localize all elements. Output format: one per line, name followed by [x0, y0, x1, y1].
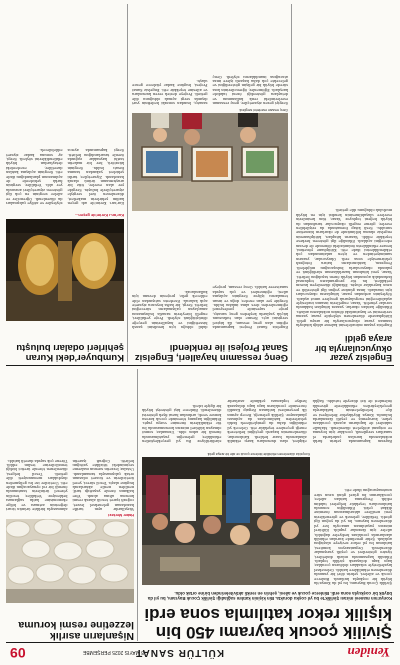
main-photo-caption: Konya'da düzenlenen etkinlikte binlerce çocuk ve aile bir araya geldi. [206, 452, 310, 456]
section-divider [6, 365, 394, 366]
genc-photo-image [132, 113, 288, 211]
kuran-text: Kur'an-ı Kerim'de adı geçen kadim şehirlerin maketleri, düzenlenen özel sergiyle ziyaretçilerle buluştu. Sergide yer alan eserler, titiz bir araştırmanın ürünü olarak hazırlandı. Ziyaretçiler, tarihi şehirleri yakından tanıma fırsatı buldu. Serginin küratörü, her bir maketin tarihi kaynaklar ışığında özenle tasarlandığını belirtti. Sergi kapsamında ayrıca söyleşiler ve atölye çalışmaları da düzenlendi. Öğrenciler ve aileler serginin en çok ilgi gösteren ziyaretçileri arasında yer aldı. Yetkililer, serginin farklı şehirlerde de açılmasının planlandığını ifade etti. Serginin açılışına katılan davetliler, eserlerdeki detaylardan büyük etkilendiklerini söyledi. Sergi, ay sonuna kadar ziyaret edilebilecek. [6, 148, 124, 205]
page-number: 09 [10, 645, 26, 661]
kuran-photo [6, 219, 124, 321]
column-divider-3 [127, 4, 128, 362]
issue-date: 8 MAYIS 2025 PERŞEMBE [82, 649, 144, 655]
genc-photo [132, 113, 288, 211]
tasman-text: Yüzyıllardır aynı tarifle hazırlanan geleneksel lezzet, coğrafi işaret tescili alarak resmi koruma altına alındı. Yöre halkının özenle yaşattığı tarif, nesilden nesile aktarılarak bugüne ulaştı. Tescil süreci, yerel üreticilerin ve ticaret odasının ortak çalışmasıyla tamamlandı. Ustalar, lezzetin sırrının malzeme seçimindeki titizlikte yattığını belirtti. Coğrafi işaretin alınmasıyla birlikte ürünün ticari değerinin artması ve bölge ekonomisine katkı sağlaması bekleniyor. Yetkililer, tescilin yöresel ürünlerin tanıtımında önemli bir rol oynayacağını ifade etti. Üreticiler ise bu gelişmeden duydukları memnuniyeti dile getirdi. Tescil belgesi, düzenlenen törenle üretici birliği temsilcilerine teslim edildi. Törene çok sayıda davetli katıldı. [6, 458, 134, 511]
genc-text: Engelsiz Sanat Projesi kapsamında eğitim alan genç ressam, ilk kişisel sergisini açtı. Resme olan tutkusunu küçük yaşlarda keşfeden genç sanatçı, proje sayesinde profesyonel eğitmenlerden ders alma imkânı buldu. Sergide yer alan eserler, doğa ve insan temalarını işliyor. Serginin açılışına ailesi, eğitmenleri ve çok sayıda sanatsever katıldı. Genç ressam, projeye dahil olduğu için kendisini şanslı hissettiğini ve hayallerinin gerçeğe dönüştüğünü söyledi. Proje yetkilileri, engelli bireylerin sanatla buluşmasını amaçlayan çalışmaların süreceğini belirtti. Sergi, bir hafta boyunca ziyarete açık kalacak. Eserlerin satışından elde edilecek gelir, projenin devamı için kullanılacak. [132, 285, 288, 329]
kuran-quote: Kur'an-ı Kerim'de geçen... [74, 213, 124, 218]
page-header [6, 642, 394, 661]
kuran-headline: Kumbuyer'deki Kuran şehirleri odaları buluştu [16, 342, 124, 363]
tasman-photo-image [6, 519, 134, 603]
main-subheading: Konya'nın manevi mirası Şivlilik'te bu yıl coşku dorukta. Bin kişinin katılım sağladığı Şivlilik Çocuk Bayramı, bu yıl da büyük bir coşkuyla sona erdi. Binlerce çocuk ve ailesi, şehrin en renkli aktivitelerinden birine ortak oldu. [147, 590, 392, 601]
tasman-headline: Nişanların asırlık lezzetine resmi koruma [18, 618, 134, 642]
main-story-photo [142, 457, 310, 585]
section-title: KÜLTÜR SANAT [135, 647, 224, 658]
main-photo-image [142, 457, 310, 585]
genc-text-2: Sergiyi gezen ziyaretçiler, genç ressamın eserlerindeki renk kullanımını ve detaylara gösterdiği özeni takdirle karşıladı. Eğitmenler, öğrencilerinin kısa sürede büyük bir gelişim gösterdiğini ve gelecekte çok daha başarılı işlere imza atacağına inandıklarını söyledi. Genç sanatçı, bundan sonraki hedefinin yurt dışında sergi açmak olduğunu dile getirdi. Projeye destek veren kurumlara ve ailesine teşekkür etti. Engelsiz Sanat Projesi, bugüne kadar yüzlerce gence ulaştı. [132, 74, 288, 105]
genc-headline: Genç ressamın hayalleri, Engelsiz Sanat Projesi ile renklendi [134, 342, 288, 363]
kuran-photo-image [6, 219, 124, 321]
main-headline: Şivilik çocuk bayramı 450 bin kişilik rekor katılımla sona erdi [144, 605, 392, 642]
engelsiz-text: Engelsiz yaşam mücadelesini kaleme aldığı kitabıyla tanınan yazar, okuyucularıyla bir araya geldi. Kütüphanede düzenlenen söyleşide yazar, yazma serüvenini ve hayatındaki dönüm noktalarını anlattı. Etkinliğe katılan okurlar, yazara kitapları hakkında sorular yöneltti. Yazar, engellerin insanın iradesiyle aşılabileceğini vurgulayarak gençlere umut aşıladı. Söyleşinin ardından yazar, kitaplarını okuyucuları için imzaladı. İmza gününe yoğun ilgi gösterildi ve uzun kuyruklar oluştu. Etkinliği düzenleyen kurum yetkilileri, bu tür programların toplumsal farkındalık açısından büyük önem taşıdığını belirtti. Yazar, yeni kitabının hazırlıklarının sürdüğünü ve yakında okuyucularla buluşacağını müjdeledi. Program, katılımcıların hatıra fotoğrafı çektirmesiyle sona erdi. Okuyucular, yazarın samimiyetinden ve içten anlatımından çok etkilendiklerini ifade etti. Kütüphane yönetimi, benzer etkinliklerin önümüzdeki dönemde de devam edeceğini açıkladı. Etkinliğe ilgi gösteren herkese teşekkür edildi. Yazarın kitapları, kütüphanenin engelsiz okuma bölümünde de okurların hizmetine sunuldu. Sesli kitap formatında da erişilebilen eserler, görme engelli okuyucular tarafından da büyük beğeni topluyor. Yazar, tüm kesimlerin eserlere ulaşabilmesinin kendisi için en büyük mutluluk olduğunu dile getirdi. [296, 208, 392, 327]
tasman-byline: Haber Merkezi [108, 513, 134, 517]
main-story-text-cols: Bayram kapsamında şehrin farklı noktalarında kurulan çadırlarda el sanatları sergilendi, çocuklar için boyama ve origami atölyeleri düzenlendi. Mahalle sakinleri de kapılarını açarak çocuklara şeker, kuruyemiş ve çeşitli ikramlarda bulundu. Konya Büyükşehir Belediyesi ve ilçe belediyelerinin katkılarıyla gerçekleştirilen etkinliklerde güvenlik önlemleri de üst düzeyde tutuldu. Sağlık ekipleri, olası durumlara karşı etkinlik alanlarında hazır bekledi. Katılımcılar, düzenlemenin başarılı geçtiğini belirterek emeği geçenlere teşekkür etti. Gelecek yıl etkinliğin daha da genişletilerek farklı şehirlerden katılımcılara da açılması planlanıyor. Şivlilik geleneği, Recep ayının ilk perşembesi kutlanan Regaip Kandili öncesinde çocukların kapı kapı dolaşarak hediye toplaması şeklinde asırlardır sürdürülüyor. Bu yıl gerçekleştirilen etkinlikler, geleneğin yaşatılmasında önemli bir adım oldu. Uzmanlar, somut olmayan kültürel mirasın korunmasında bu tür etkinliklerin önemine vurgu yaptı. Etkinliğin kapanış töreninde çocuk korosu konser verdi, ardından havai fişek gösterisi düzenlendi. Binlerce kişi gösteriyi büyük bir ilgiyle izledi. [142, 399, 392, 443]
newspaper-logo: Yeniden [347, 645, 390, 660]
column-divider-2 [291, 4, 292, 362]
genc-photo-caption: Genç ressam eserlerini sergiledi. [238, 108, 288, 112]
main-story-text-col-1: Şivlilik Çocuk Bayramı, bu yıl da Konya'da büyük bir coşkuyla kutlandı. Binlerce çocuk ve aileleri, şehrin dört bir yanında düzenlenen etkinliklere katıldı. Geleneksel kıyafetleriyle sokakları dolduran çocuklar, kapı kapı dolaşarak şivlilik topladı. Etkinlik kapsamında müzik dinletileri, tiyatro gösterileri ve çeşitli yarışmalar düzenlendi. Organizasyon komitesi, katılımın bu yıl rekor seviyeye ulaştığını açıkladı. Şehir genelinde kurulan etkinlik alanlarında çocuklara hediyeler dağıtıldı, aileler için ikramlar yapıldı. Kültürel mirasın yaşatılması amacıyla her yıl düzenlenen bayram, bu yıl da yoğun ilgi gördü. Yetkililer, gelenek ve göreneklerin yeni nesillere aktarılmasının önemine dikkat çekti. Etkinliğin sonunda katılımcılara teşekkür belgeleri takdim edildi. Programa katılan aileler, çocuklarının bu güzel günü uzun süre unutmayacağını ifade etti. [314, 488, 392, 585]
tasman-photo [6, 519, 134, 603]
column-divider-1 [137, 369, 138, 641]
engelsiz-headline: Engelsiz yazar okuyucularıyla bir araya geldi [314, 334, 392, 363]
